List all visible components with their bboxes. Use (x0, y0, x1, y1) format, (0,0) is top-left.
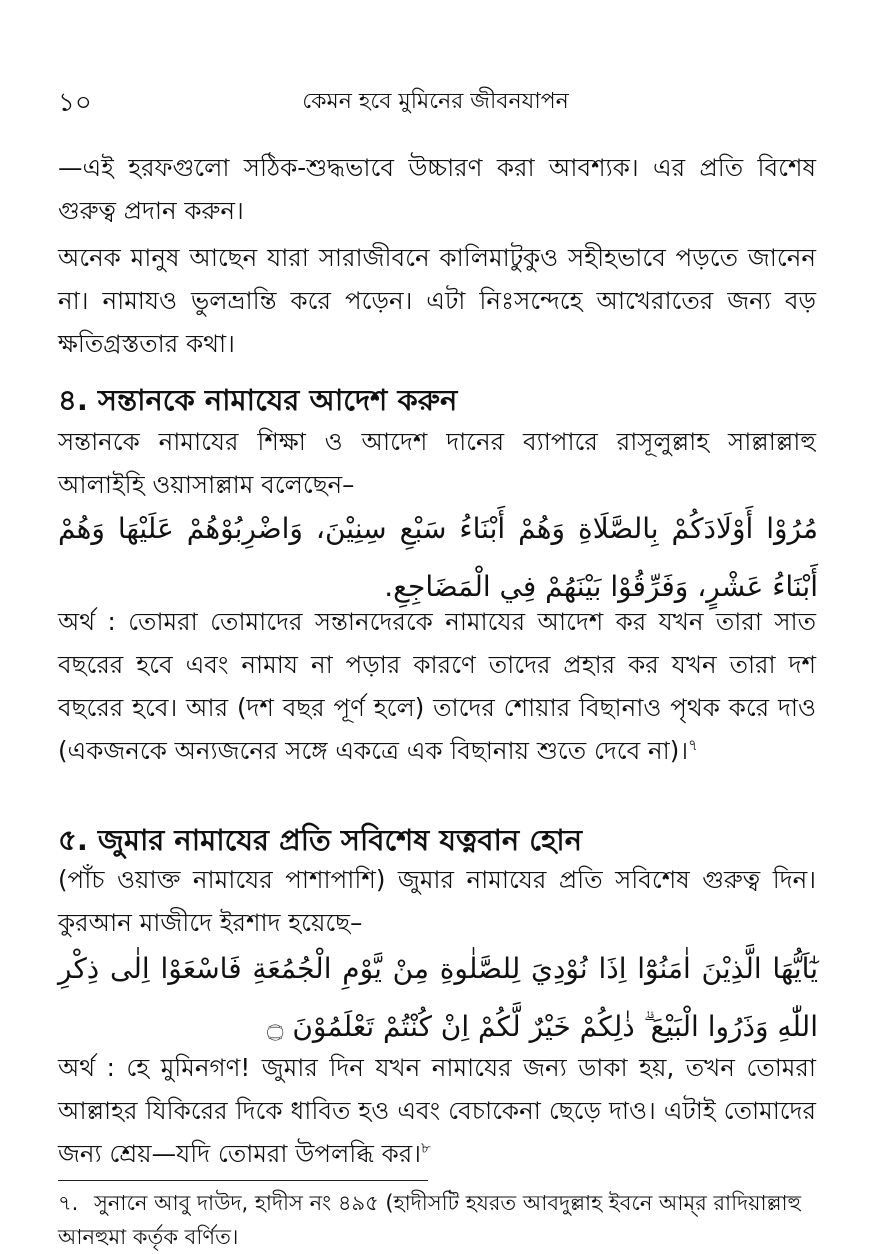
section-4-arabic-hadith: مُرُوْا أَوْلَادَكُمْ بِالصَّلَاةِ وَهُمْ أَبْنَاءُ سَبْعِ سِنِيْنَ، وَاضْرِبُوْهُمْ عَلَيْهَا وَهُمْ أَبْنَاءُ عَشْرٍ، وَفَرِّقُوْا بَيْنَهُمْ فِي الْمَضَاجِعِ. (58, 512, 818, 603)
footnote-divider (58, 1180, 428, 1181)
page-number: ১০ (58, 88, 92, 118)
footnote-ref-8: ৮ (421, 1138, 431, 1157)
running-title: কেমন হবে মুমিনের জীবনযাপন (302, 89, 569, 114)
footnote-ref-7: ৭ (688, 735, 698, 754)
intro-paragraph-1: —এই হরফগুলো সঠিক-শুদ্ধভাবে উচ্চারণ করা আবশ্যক। এর প্রতি বিশেষ গুরুত্ব প্রদান করুন। (58, 153, 816, 225)
intro-paragraph-2: অনেক মানুষ আছেন যারা সারাজীবনে কালিমাটুকুও সহীহভাবে পড়তে জানেন না। নামাযও ভুলভ্রান্তি করে পড়েন। এটা নিঃসন্দেহে আখেরাতের জন্য বড় ক্ষতিগ্রস্ততার কথা। (58, 243, 816, 358)
section-5-heading: ৫. জুমার নামাযের প্রতি সবিশেষ যত্নবান হোন (58, 823, 583, 857)
page-header (58, 82, 813, 122)
section-5-arabic-verse: يٰٓاَيُّهَا الَّذِيْنَ اٰمَنُوْٓا اِذَا نُوْدِيَ لِلصَّلٰوةِ مِنْ يَّوْمِ الْجُمُعَةِ فَاسْعَوْا اِلٰى ذِكْرِ اللّٰهِ وَذَرُوا الْبَيْعَ ۗ ذٰلِكُمْ خَيْرٌ لَّكُمْ اِنْ كُنْتُمْ تَعْلَمُوْنَ ۝ (58, 952, 818, 1043)
footnote-7 (58, 1186, 818, 1254)
section-4-heading: ৪. সন্তানকে নামাযের আদেশ করুন (58, 383, 458, 417)
footnote-text: সুনানে আবু দাউদ, হাদীস নং ৪৯৫ (হাদীসটি হযরত আবদুল্লাহ ইবনে আম্‌র রাদিয়াল্লাহু আনহুমা কর্তৃক বর্ণিত। (58, 1191, 802, 1249)
section-4-translation-text: অর্থ : তোমরা তোমাদের সন্তানদেরকে নামাযের আদেশ কর যখন তারা সাত বছরের হবে এবং নামায না পড়ার কারণে তাদের প্রহার কর যখন তারা দশ বছরের হবে। আর (দশ বছর পূর্ণ হলে) তাদের শোয়ার বিছানাও পৃথক করে দাও (একজনকে অন্যজনের সঙ্গে একত্রে এক বিছানায় শুতে দেবে না)। (58, 607, 816, 765)
section-5-intro: (পাঁচ ওয়াক্ত নামাযের পাশাপাশি) জুমার নামাযের প্রতি সবিশেষ গুরুত্ব দিন। কুরআন মাজীদে ইরশাদ হয়েছে– (58, 865, 816, 937)
section-5-translation (58, 1046, 816, 1175)
section-4-translation (58, 600, 816, 772)
section-4-intro: সন্তানকে নামাযের শিক্ষা ও আদেশ দানের ব্যাপারে রাসূলুল্লাহ সাল্লাল্লাহু আলাইহি ওয়াসাল্লাম বলেছেন– (58, 427, 816, 499)
section-5-translation-text: অর্থ : হে মুমিনগণ! জুমার দিন যখন নামাযের জন্য ডাকা হয়, তখন তোমরা আল্লাহর যিকিরের দিকে ধাবিত হও এবং বেচাকেনা ছেড়ে দাও। এটাই তোমাদের জন্য শ্রেয়—যদি তোমরা উপলব্ধি কর। (58, 1053, 816, 1168)
footnote-number: ৭. (58, 1191, 79, 1215)
